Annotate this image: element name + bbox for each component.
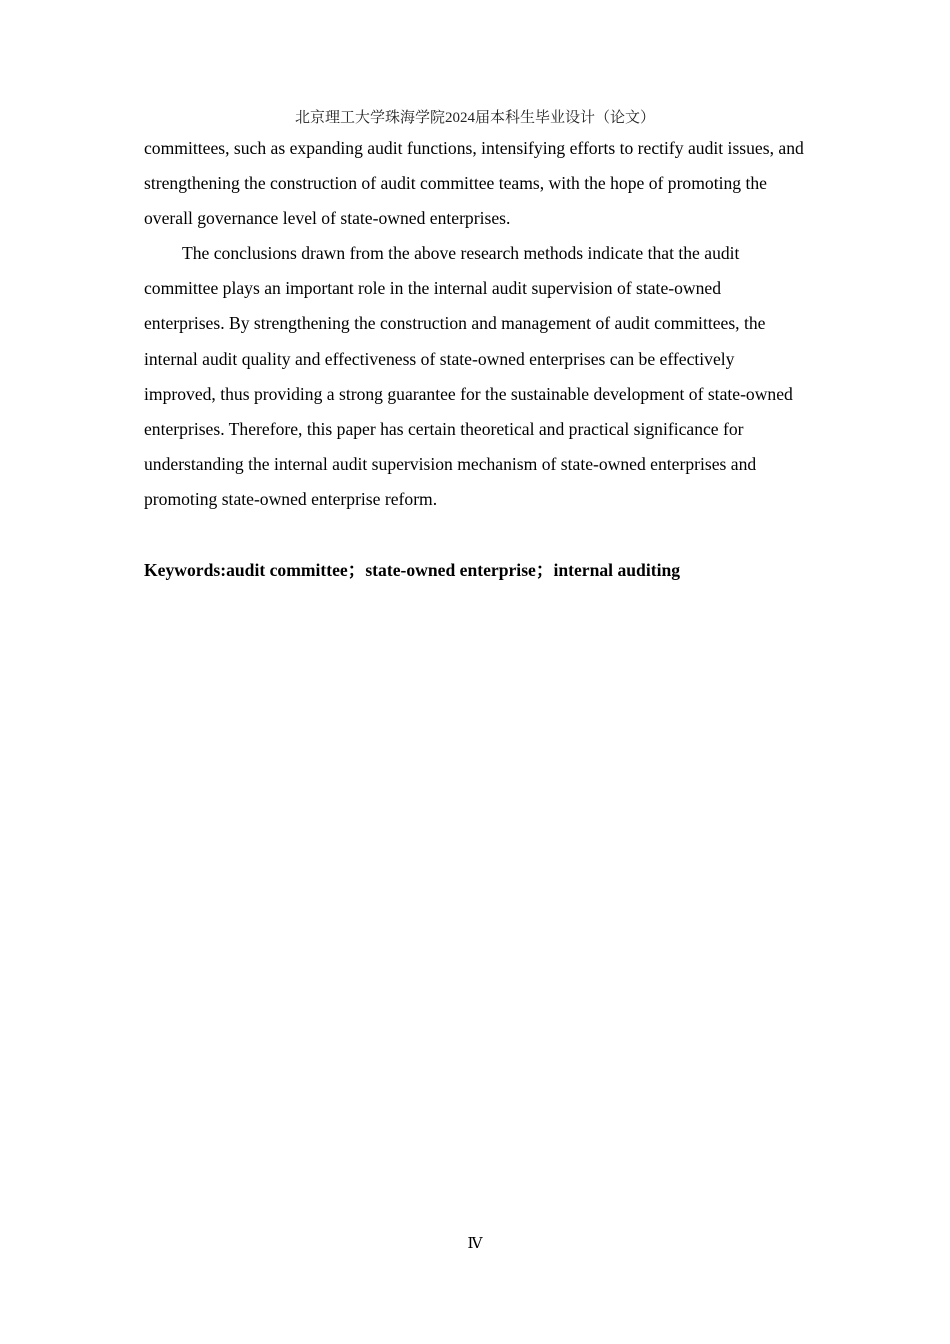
abstract-paragraph-continued: committees, such as expanding audit functions, intensifying efforts to rectify audit issues, and strengthening the construction of audit committee teams, with the hope of promoting the overall governance level of state-owned enterprises. [144,138,804,229]
abstract-body [144,131,804,588]
page-number: Ⅳ [467,1236,483,1252]
keywords-line: Keywords:audit committee；state-owned enterprise；internal auditing [144,560,681,581]
abstract-paragraph-conclusions: The conclusions drawn from the above research methods indicate that the audit committee plays an important role in the internal audit supervision of state-owned enterprises. By strengthening the construction and management of audit committees, the internal audit quality and effectiveness of state-owned enterprises can be effectively improved, thus providing a strong guarantee for the sustainable development of state-owned enterprises. Therefore, this paper has certain theoretical and practical significance for understanding the internal audit supervision mechanism of state-owned enterprises and promoting state-owned enterprise reform. [144,243,793,509]
page-header: 北京理工大学珠海学院2024届本科生毕业设计（论文） [294,110,655,126]
